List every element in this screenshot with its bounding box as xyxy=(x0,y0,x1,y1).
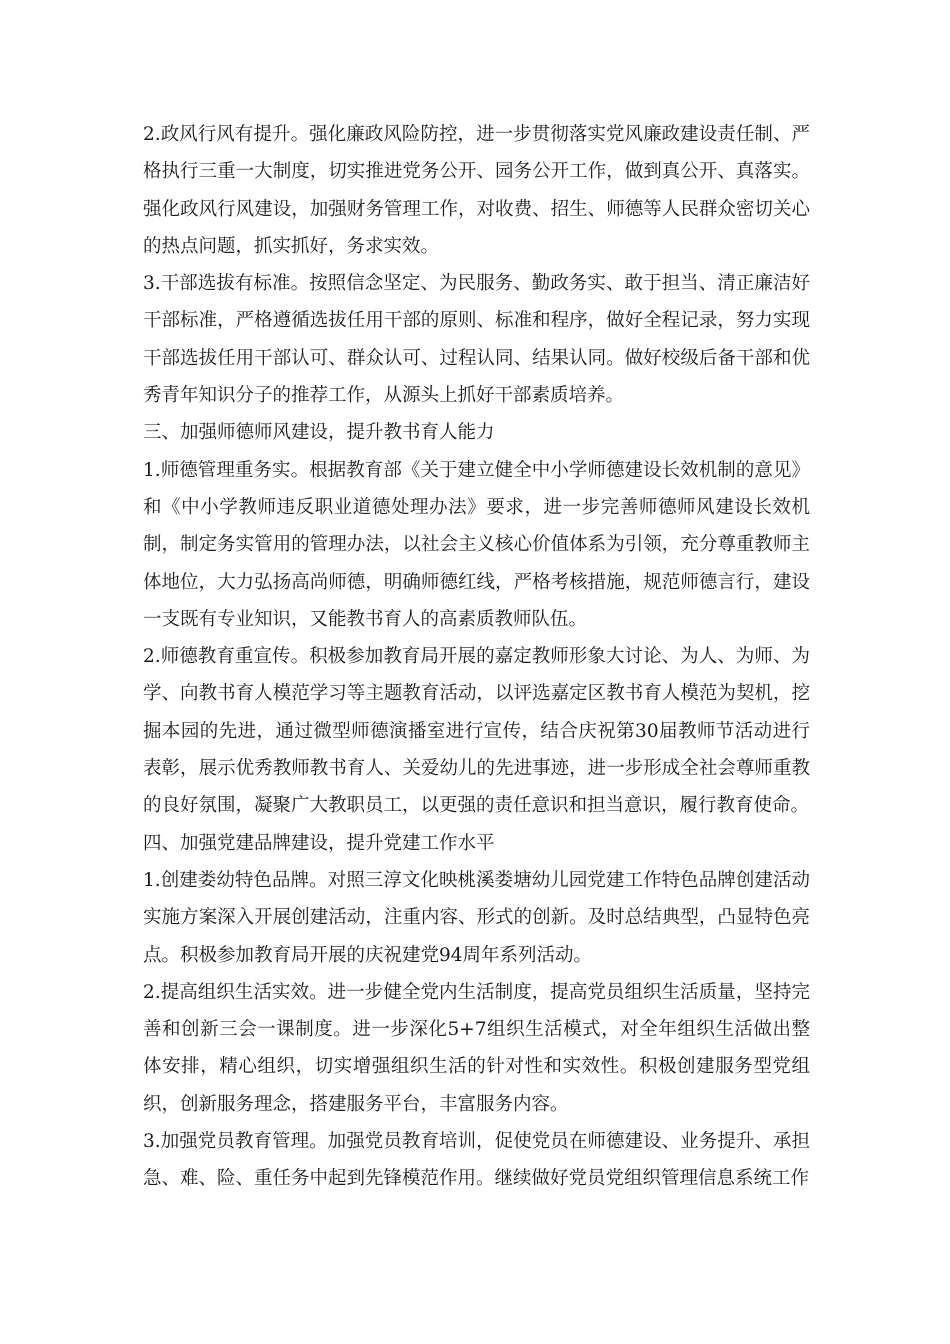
paragraph-ethics-management: 1.师德管理重务实。根据教育部《关于建立健全中小学师德建设长效机制的意见》和《中小学教师违反职业道德处理办法》要求，进一步完善师德师风建设长效机制，制定务实管用的管理办法，以社会主义核心价值体系为引领，充分尊重教师主体地位，大力弘扬高尚师德，明确师德红线，严格考核措施，规范师德言行，建设一支既有专业知识，又能教书育人的高素质教师队伍。 xyxy=(143,459,810,630)
paragraph-ethics-education: 2.师德教育重宣传。积极参加教育局开展的嘉定教师形象大讨论、为人、为师、为学、向教书育人模范学习等主题教育活动，以评选嘉定区教书育人模范为契机，挖掘本园的先进，通过微型师德演播室进行宣传，结合庆祝第30届教师节活动进行表彰，展示优秀教师教书育人、关爱幼儿的先进事迹，进一步形成全社会尊师重教的良好氛围，凝聚广大教职员工，以更强的责任意识和担当意识，履行教育使命。 xyxy=(143,646,810,817)
document-body xyxy=(143,116,810,1198)
paragraph-integrity: 2.政风行风有提升。强化廉政风险防控，进一步贯彻落实党风廉政建设责任制、严格执行三重一大制度，切实推进党务公开、园务公开工作，做到真公开、真落实。强化政风行风建设，加强财务管理工作，对收费、招生、师德等人民群众密切关心的热点问题，抓实抓好，务求实效。 xyxy=(143,124,810,257)
section-heading-teacher-ethics: 三、加强师德师风建设，提升教书育人能力 xyxy=(143,422,495,444)
paragraph-member-management: 3.加强党员教育管理。加强党员教育培训，促使党员在师德建设、业务提升、承担急、难、险、重任务中起到先锋模范作用。继续做好党员党组织管理信息系统工作 xyxy=(143,1131,810,1190)
paragraph-brand-creation: 1.创建娄幼特色品牌。对照三淳文化映桃溪娄塘幼儿园党建工作特色品牌创建活动实施方案深入开展创建活动，注重内容、形式的创新。及时总结典型，凸显特色亮点。积极参加教育局开展的庆祝建党94周年系列活动。 xyxy=(143,869,810,966)
paragraph-cadre-selection: 3.干部选拔有标准。按照信念坚定、为民服务、勤政务实、敢于担当、清正廉洁好干部标准，严格遵循选拔任用干部的原则、标准和程序，做好全程记录，努力实现干部选拔任用干部认可、群众认可、过程认同、结果认同。做好校级后备干部和优秀青年知识分子的推荐工作，从源头上抓好干部素质培养。 xyxy=(143,273,810,407)
section-heading-party-brand: 四、加强党建品牌建设，提升党建工作水平 xyxy=(143,832,495,854)
paragraph-organization-life: 2.提高组织生活实效。进一步健全党内生活制度，提高党员组织生活质量，坚持完善和创新三会一课制度。进一步深化5+7组织生活模式，对全年组织生活做出整体安排，精心组织，切实增强组织生活的针对性和实效性。积极创建服务型党组织，创新服务理念，搭建服务平台，丰富服务内容。 xyxy=(143,981,810,1115)
